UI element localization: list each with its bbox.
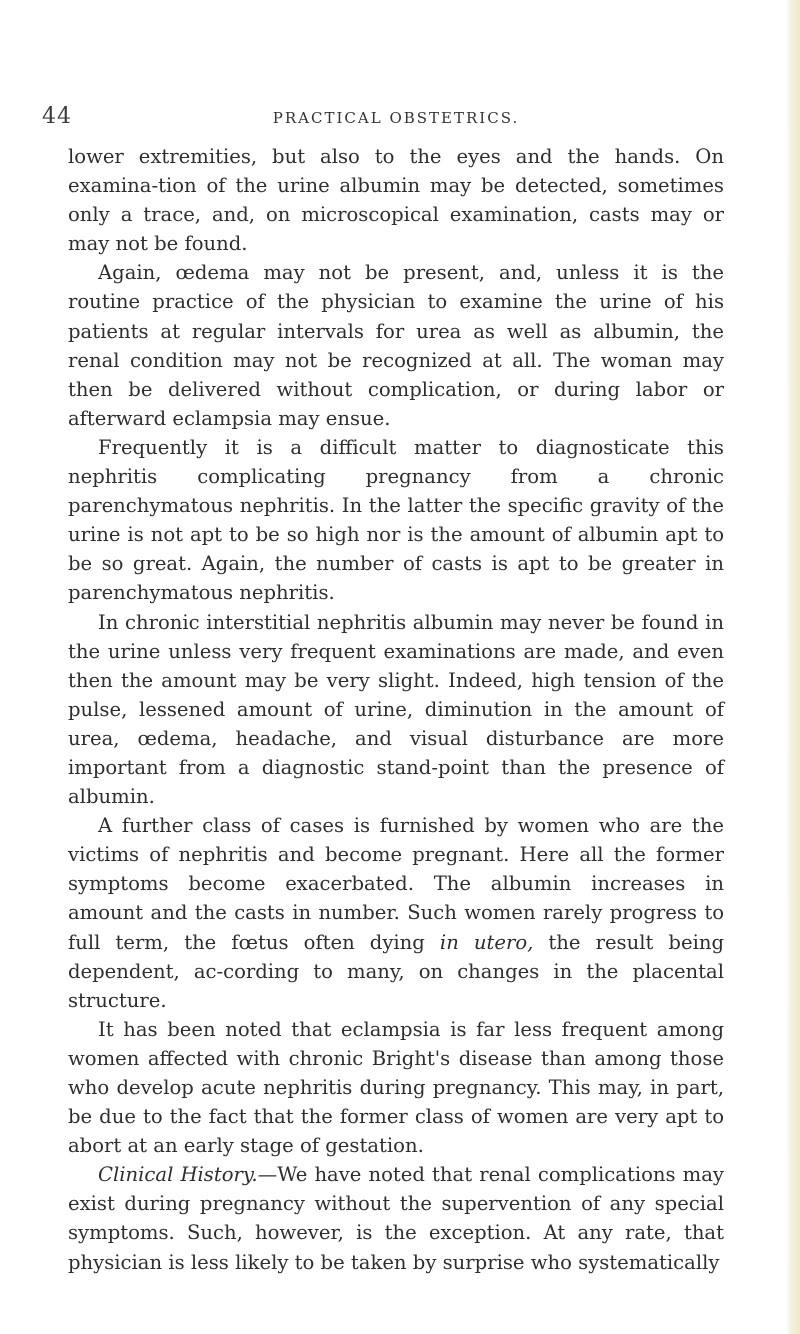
paragraph-5-text-a: A further class of cases is furnished by women who are the victims of nephritis and become pregnant. Here all the former symptoms become exacerbated. The albumin increases in amount and the casts in number. Such women rarely progress to full term, the fœtus often dying	[68, 814, 724, 954]
paragraph-3: Frequently it is a difficult matter to diagnosticate this nephritis complicating pregnancy from a chronic parenchymatous nephritis. In the latter the specific gravity of the urine is not apt to be so high nor is the amount of albumin apt to be so great. Again, the number of casts is apt to be greater in parenchymatous nephritis.	[68, 435, 724, 605]
body-text	[68, 142, 724, 1277]
page-edge	[786, 0, 800, 1334]
paragraph-1: lower extremities, but also to the eyes and the hands. On examina-tion of the urine albumin may be detected, sometimes only a trace, and, on microscopical examination, casts may or may not be found.	[68, 145, 724, 256]
paragraph-2: Again, œdema may not be present, and, unless it is the routine practice of the physician to examine the urine of his patients at regular intervals for urea as well as albumin, the renal condition may not be recognized at all. The woman may then be delivered without complication, or during labor or afterward eclampsia may ensue.	[68, 261, 724, 430]
running-head: PRACTICAL OBSTETRICS.	[272, 109, 520, 127]
page-number: 44	[42, 104, 72, 129]
page-header	[42, 104, 750, 134]
paragraph-7	[68, 1160, 724, 1276]
paragraph-6: It has been noted that eclampsia is far less frequent among women affected with chronic Bright's disease than among those who develop acute nephritis during pregnancy. This may, in part, be due to the fact that the former class of women are very apt to abort at an early stage of gestation.	[68, 1017, 724, 1158]
paragraph-4: In chronic interstitial nephritis albumin may never be found in the urine unless very frequent examinations are made, and even then the amount may be very slight. Indeed, high tension of the pulse, lessened amount of urine, diminution in the amount of urea, œdema, headache, and visual disturbance are more important from a diagnostic stand-point than the presence of albumin.	[68, 610, 724, 809]
section-heading-clinical-history: Clinical History.	[98, 1163, 258, 1187]
paragraph-5	[68, 811, 724, 1015]
paragraph-5-italic: in utero,	[439, 930, 534, 954]
paragraph-7-text: —We have noted that renal complications may exist during pregnancy without the supervention of any special symptoms. Such, however, is the exception. At any rate, that physician is less likely to be taken by surprise who systematically	[68, 1163, 725, 1274]
paragraph-5-text-b: the result being dependent, ac-cording to many, on changes in the placental structure.	[68, 930, 725, 1012]
